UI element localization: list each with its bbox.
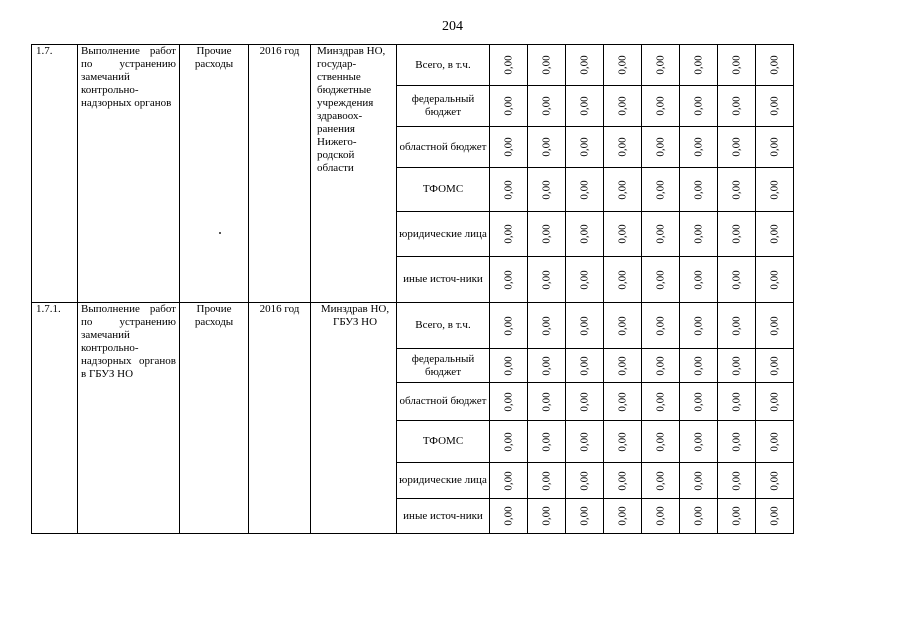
value-cell: 0,00 xyxy=(756,349,794,383)
value-cell: 0,00 xyxy=(680,257,718,303)
value-cell: 0,00 xyxy=(642,86,680,127)
value-cell: 0,00 xyxy=(718,257,756,303)
value-cell: 0,00 xyxy=(566,463,604,499)
value-cell: 0,00 xyxy=(490,499,528,534)
value-cell: 0,00 xyxy=(680,127,718,168)
value-cell: 0,00 xyxy=(756,86,794,127)
value-cell: 0,00 xyxy=(490,168,528,212)
value-cell: 0,00 xyxy=(680,383,718,421)
year-cell: 2016 год xyxy=(249,303,311,534)
value-cell: 0,00 xyxy=(604,421,642,463)
value-cell: 0,00 xyxy=(528,257,566,303)
item-number-cell: 1.7. xyxy=(32,45,78,303)
value-cell: 0,00 xyxy=(642,212,680,257)
value-cell: 0,00 xyxy=(718,45,756,86)
value-cell: 0,00 xyxy=(528,499,566,534)
value-cell: 0,00 xyxy=(490,303,528,349)
value-cell: 0,00 xyxy=(490,212,528,257)
value-cell: 0,00 xyxy=(566,86,604,127)
value-cell: 0,00 xyxy=(718,86,756,127)
value-cell: 0,00 xyxy=(642,303,680,349)
budget-table xyxy=(31,44,794,534)
value-cell: 0,00 xyxy=(566,212,604,257)
item-name-cell: Выполнение работ по устранению замечаний контрольно-надзорных органов в ГБУЗ НО xyxy=(78,303,180,534)
value-cell: 0,00 xyxy=(604,86,642,127)
value-cell: 0,00 xyxy=(756,463,794,499)
value-cell: 0,00 xyxy=(680,212,718,257)
value-cell: 0,00 xyxy=(680,499,718,534)
value-cell: 0,00 xyxy=(718,421,756,463)
value-cell: 0,00 xyxy=(642,499,680,534)
executor-cell: Минздрав НО, государ-ственные бюджетные учреждения здравоох-ранения Нижего-родской области xyxy=(311,45,397,303)
expense-type-cell: Прочие расходы xyxy=(180,303,249,534)
value-cell: 0,00 xyxy=(604,257,642,303)
value-cell: 0,00 xyxy=(718,168,756,212)
value-cell: 0,00 xyxy=(528,86,566,127)
value-cell: 0,00 xyxy=(528,349,566,383)
funding-source-cell: Всего, в т.ч. xyxy=(397,303,490,349)
value-cell: 0,00 xyxy=(528,383,566,421)
value-cell: 0,00 xyxy=(680,303,718,349)
value-cell: 0,00 xyxy=(490,349,528,383)
value-cell: 0,00 xyxy=(680,463,718,499)
value-cell: 0,00 xyxy=(756,168,794,212)
value-cell: 0,00 xyxy=(680,86,718,127)
value-cell: 0,00 xyxy=(566,499,604,534)
table-row xyxy=(32,45,794,86)
value-cell: 0,00 xyxy=(604,127,642,168)
value-cell: 0,00 xyxy=(566,168,604,212)
value-cell: 0,00 xyxy=(680,421,718,463)
value-cell: 0,00 xyxy=(642,383,680,421)
value-cell: 0,00 xyxy=(718,383,756,421)
value-cell: 0,00 xyxy=(604,463,642,499)
value-cell: 0,00 xyxy=(756,383,794,421)
year-cell: 2016 год xyxy=(249,45,311,303)
value-cell: 0,00 xyxy=(528,463,566,499)
value-cell: 0,00 xyxy=(604,499,642,534)
value-cell: 0,00 xyxy=(604,168,642,212)
funding-source-cell: ТФОМС xyxy=(397,421,490,463)
value-cell: 0,00 xyxy=(566,421,604,463)
value-cell: 0,00 xyxy=(756,499,794,534)
value-cell: 0,00 xyxy=(604,383,642,421)
value-cell: 0,00 xyxy=(642,257,680,303)
table-row xyxy=(32,303,794,349)
value-cell: 0,00 xyxy=(642,45,680,86)
value-cell: 0,00 xyxy=(642,168,680,212)
value-cell: 0,00 xyxy=(490,383,528,421)
item-number-cell: 1.7.1. xyxy=(32,303,78,534)
funding-source-cell: Всего, в т.ч. xyxy=(397,45,490,86)
value-cell: 0,00 xyxy=(756,45,794,86)
item-name-cell: Выполнение работ по устранению замечаний контрольно-надзорных органов xyxy=(78,45,180,303)
value-cell: 0,00 xyxy=(604,45,642,86)
value-cell: 0,00 xyxy=(756,303,794,349)
value-cell: 0,00 xyxy=(566,303,604,349)
scan-artifact-dot xyxy=(219,232,221,234)
funding-source-cell: иные источ-ники xyxy=(397,257,490,303)
expense-type-cell: Прочие расходы xyxy=(180,45,249,303)
value-cell: 0,00 xyxy=(566,257,604,303)
value-cell: 0,00 xyxy=(642,127,680,168)
funding-source-cell: юридические лица xyxy=(397,463,490,499)
value-cell: 0,00 xyxy=(642,421,680,463)
value-cell: 0,00 xyxy=(756,421,794,463)
value-cell: 0,00 xyxy=(718,303,756,349)
value-cell: 0,00 xyxy=(566,45,604,86)
value-cell: 0,00 xyxy=(718,463,756,499)
funding-source-cell: юридические лица xyxy=(397,212,490,257)
value-cell: 0,00 xyxy=(756,127,794,168)
value-cell: 0,00 xyxy=(528,168,566,212)
funding-source-cell: областной бюджет xyxy=(397,383,490,421)
funding-source-cell: областной бюджет xyxy=(397,127,490,168)
value-cell: 0,00 xyxy=(490,127,528,168)
funding-source-cell: федеральный бюджет xyxy=(397,86,490,127)
value-cell: 0,00 xyxy=(642,463,680,499)
value-cell: 0,00 xyxy=(718,127,756,168)
value-cell: 0,00 xyxy=(528,45,566,86)
value-cell: 0,00 xyxy=(756,212,794,257)
funding-source-cell: ТФОМС xyxy=(397,168,490,212)
value-cell: 0,00 xyxy=(490,86,528,127)
value-cell: 0,00 xyxy=(680,168,718,212)
value-cell: 0,00 xyxy=(528,421,566,463)
value-cell: 0,00 xyxy=(604,212,642,257)
value-cell: 0,00 xyxy=(566,349,604,383)
value-cell: 0,00 xyxy=(756,257,794,303)
value-cell: 0,00 xyxy=(604,349,642,383)
executor-cell: Минздрав НО, ГБУЗ НО xyxy=(311,303,397,534)
value-cell: 0,00 xyxy=(528,127,566,168)
page-number: 204 xyxy=(442,19,463,34)
value-cell: 0,00 xyxy=(528,212,566,257)
value-cell: 0,00 xyxy=(490,421,528,463)
value-cell: 0,00 xyxy=(642,349,680,383)
value-cell: 0,00 xyxy=(680,349,718,383)
value-cell: 0,00 xyxy=(566,383,604,421)
value-cell: 0,00 xyxy=(680,45,718,86)
value-cell: 0,00 xyxy=(604,303,642,349)
funding-source-cell: федеральный бюджет xyxy=(397,349,490,383)
value-cell: 0,00 xyxy=(490,257,528,303)
value-cell: 0,00 xyxy=(528,303,566,349)
value-cell: 0,00 xyxy=(490,45,528,86)
value-cell: 0,00 xyxy=(566,127,604,168)
value-cell: 0,00 xyxy=(718,212,756,257)
value-cell: 0,00 xyxy=(718,349,756,383)
value-cell: 0,00 xyxy=(490,463,528,499)
value-cell: 0,00 xyxy=(718,499,756,534)
funding-source-cell: иные источ-ники xyxy=(397,499,490,534)
